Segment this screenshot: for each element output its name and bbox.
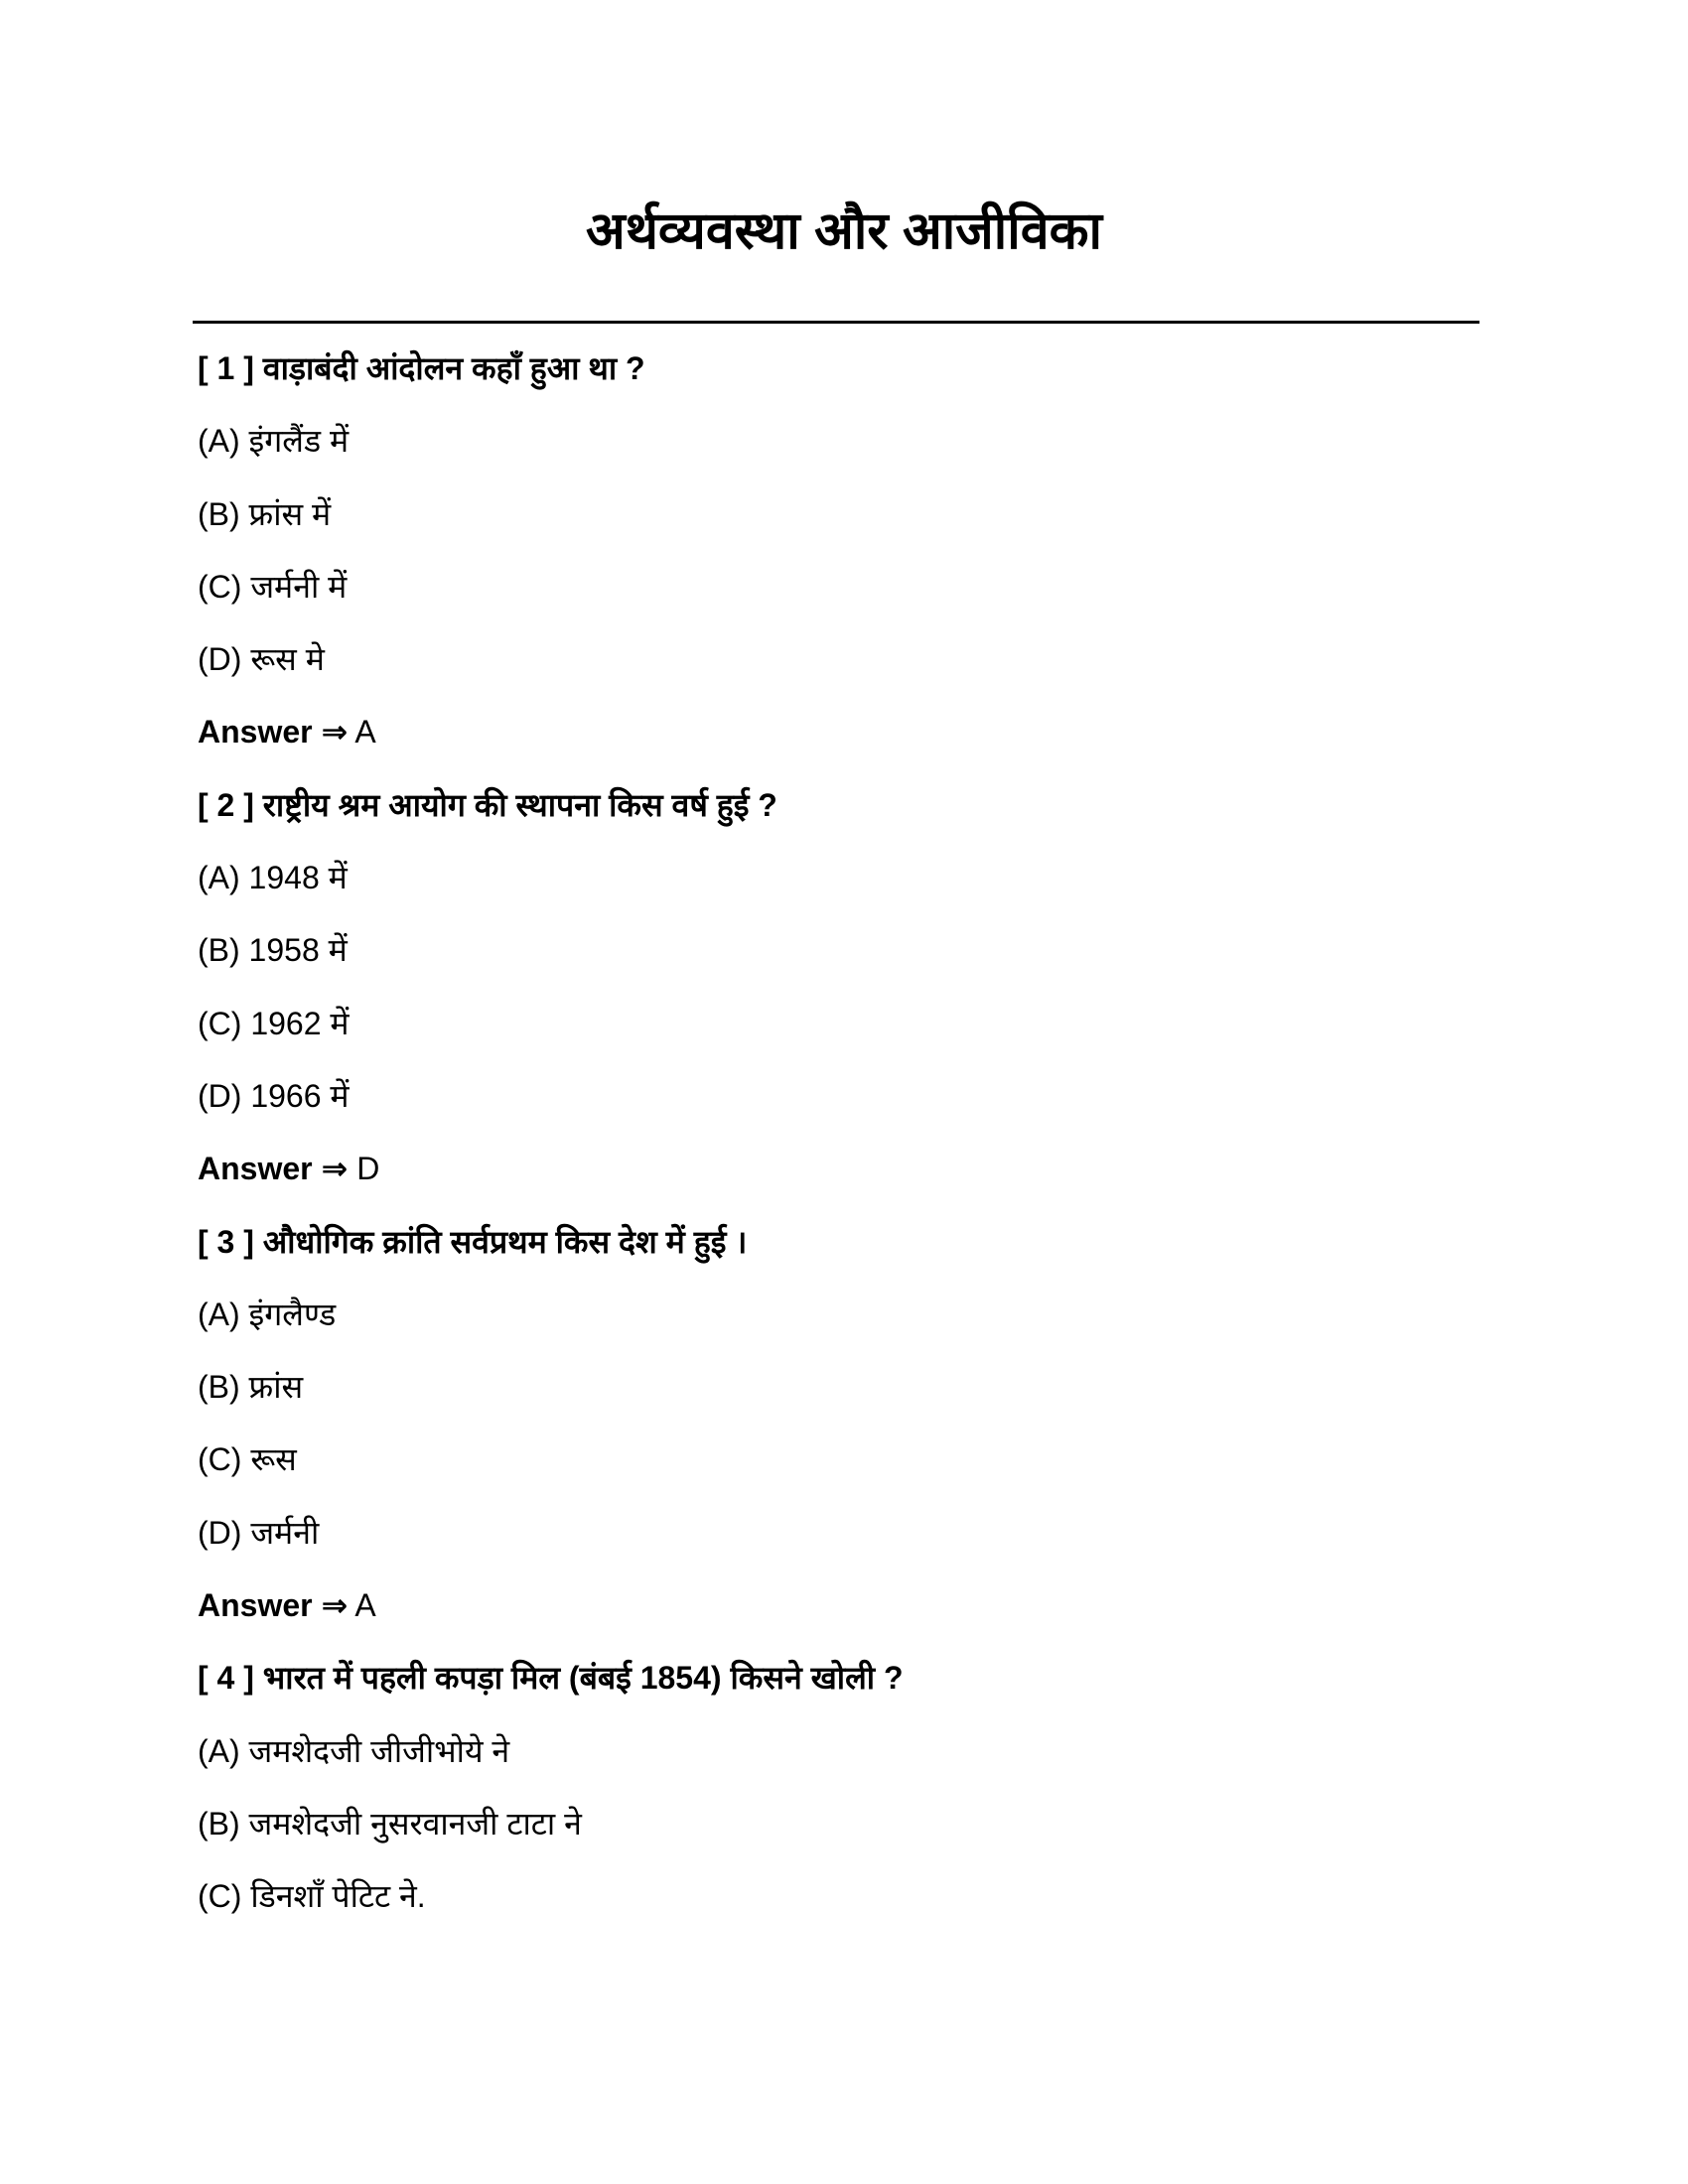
answer-value: A xyxy=(354,1587,376,1624)
answer-label: Answer ⇒ xyxy=(198,1587,349,1624)
answer-label: Answer ⇒ xyxy=(198,714,349,751)
option-b: (B) फ्रांस xyxy=(198,1369,304,1406)
question-text: औधोगिक क्रांति सर्वप्रथम किस देश में हुई । xyxy=(262,1223,748,1260)
question-2 xyxy=(198,769,1478,842)
option-b: (B) 1958 में xyxy=(198,932,348,969)
question-number: [ 2 ] xyxy=(198,786,254,823)
option-d: (D) जर्मनी xyxy=(198,1514,320,1551)
question-1 xyxy=(198,333,1478,405)
question-number: [ 3 ] xyxy=(198,1223,254,1260)
option-c: (C) जर्मनी में xyxy=(198,568,348,605)
option-b: (B) फ्रांस में xyxy=(198,495,332,532)
question-text: वाड़ाबंदी आंदोलन कहाँ हुआ था ? xyxy=(262,350,645,386)
option-c: (C) डिनशाँ पेटिट ने. xyxy=(198,1878,426,1915)
question-3 xyxy=(198,1206,1478,1279)
page-title: अर्थव्यवस्था और आजीविका xyxy=(585,203,1103,260)
answer-value: A xyxy=(354,714,376,751)
option-c: (C) रूस xyxy=(198,1441,297,1478)
question-number: [ 1 ] xyxy=(198,350,254,386)
answer-3 xyxy=(198,1570,1478,1642)
answer-value: D xyxy=(356,1151,380,1187)
option-a: (A) इंगलैंड में xyxy=(198,423,350,460)
option-d: (D) रूस मे xyxy=(198,641,325,678)
question-number: [ 4 ] xyxy=(198,1660,254,1697)
question-text: राष्ट्रीय श्रम आयोग की स्थापना किस वर्ष हुई ? xyxy=(262,786,777,823)
title-divider xyxy=(193,321,1479,324)
answer-label: Answer ⇒ xyxy=(198,1151,349,1187)
option-d: (D) 1966 में xyxy=(198,1077,350,1114)
option-a: (A) 1948 में xyxy=(198,860,348,896)
question-text: भारत में पहली कपड़ा मिल (बंबई 1854) किसने खोली ? xyxy=(262,1660,904,1697)
question-4 xyxy=(198,1642,1478,1714)
option-b: (B) जमशेदजी नुसरवानजी टाटा ने xyxy=(198,1805,582,1842)
option-a: (A) इंगलैण्ड xyxy=(198,1296,337,1332)
option-a: (A) जमशेदजी जीजीभोये ने xyxy=(198,1732,510,1769)
question-list xyxy=(198,333,1478,1934)
answer-2 xyxy=(198,1133,1478,1205)
option-c: (C) 1962 में xyxy=(198,1005,350,1041)
answer-1 xyxy=(198,696,1478,768)
